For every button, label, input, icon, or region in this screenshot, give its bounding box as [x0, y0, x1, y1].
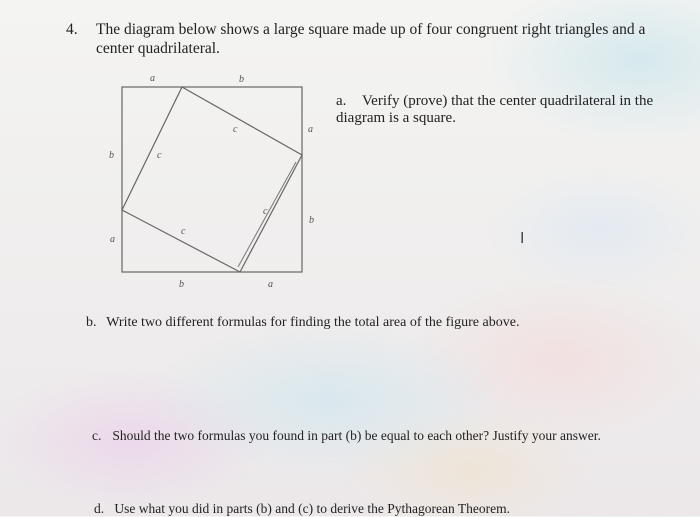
label-c-lower-right: c [263, 206, 268, 217]
part-c [92, 427, 601, 444]
label-bottom-a: a [268, 279, 273, 290]
label-c-upper-left: c [157, 150, 162, 161]
pythagorean-square-diagram [100, 68, 330, 290]
label-left-b: b [109, 150, 114, 161]
part-c-label: c. [92, 428, 102, 443]
label-left-a: a [110, 234, 115, 245]
label-bottom-b: b [179, 279, 184, 290]
outer-square [122, 87, 302, 272]
inner-square [122, 87, 302, 272]
label-c-upper-right: c [233, 124, 238, 135]
label-top-a: a [150, 73, 155, 84]
part-c-text: Should the two formulas you found in part (b) be equal to each other? Justify your answer. [112, 428, 601, 443]
part-a-label: a. [336, 93, 347, 109]
part-b [86, 314, 519, 331]
question-text: The diagram below shows a large square made up of four congruent right triangles and a center quadrilateral. [96, 21, 646, 57]
part-d [94, 500, 510, 517]
label-right-b: b [309, 215, 314, 226]
part-d-label: d. [94, 501, 105, 516]
question-number: 4. [66, 21, 78, 38]
text-cursor-icon: I [520, 229, 525, 247]
part-d-text: Use what you did in parts (b) and (c) to derive the Pythagorean Theorem. [114, 501, 511, 516]
label-top-b: b [239, 74, 244, 85]
part-b-text: Write two different formulas for finding the total area of the figure above. [106, 315, 520, 330]
label-right-a: a [308, 124, 313, 135]
part-a-text: Verify (prove) that the center quadrilateral in the diagram is a square. [336, 93, 654, 126]
part-b-label: b. [86, 315, 97, 330]
label-c-lower-left: c [181, 226, 186, 237]
